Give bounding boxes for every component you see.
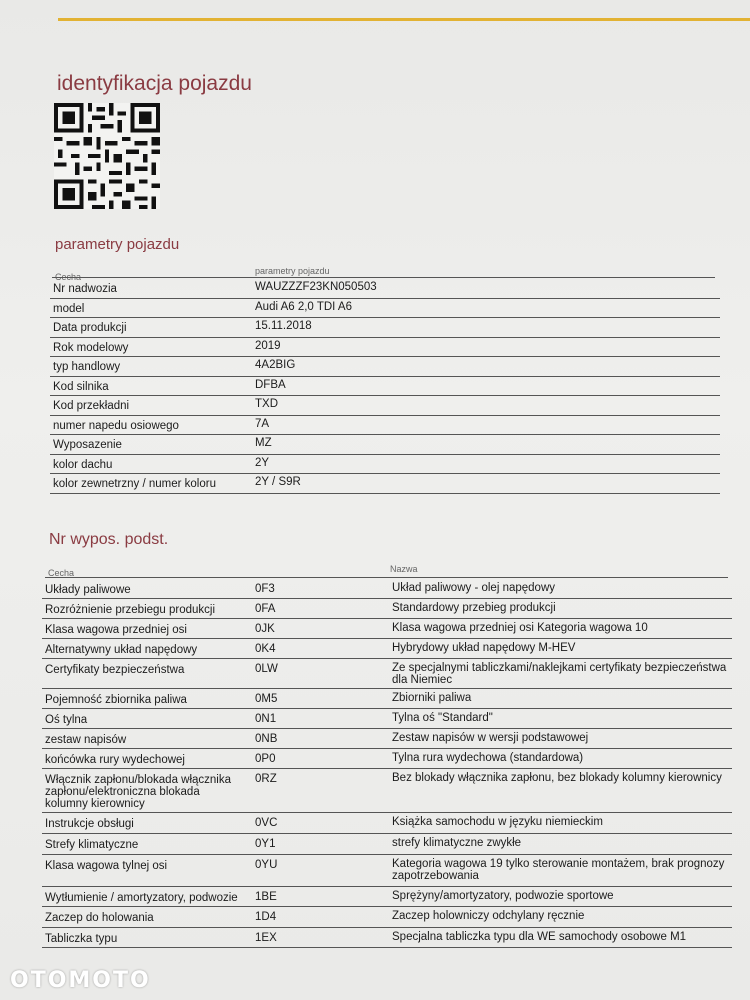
equip-row-label: Układy paliwowe: [45, 584, 131, 596]
equip-row-code: 1D4: [255, 911, 277, 923]
params-row-value: TXD: [255, 398, 278, 410]
equip-row-code: 0P0: [255, 753, 276, 765]
equip-row-code: 0N1: [255, 713, 277, 725]
equip-row-label: Tabliczka typu: [45, 933, 118, 945]
equip-header-line: [45, 577, 728, 578]
equip-row: [42, 580, 732, 599]
params-col-value: parametry pojazdu: [255, 266, 330, 276]
equip-row: [42, 750, 732, 769]
equip-row-code: 0VC: [255, 817, 278, 829]
section-title-equip: Nr wypos. podst.: [49, 531, 169, 548]
params-row: [50, 319, 720, 338]
equip-row-name: Tylna rura wydechowa (standardowa): [392, 752, 584, 764]
equip-row: [42, 660, 732, 689]
params-header-line: [52, 277, 715, 278]
equip-row-name: Hybrydowy układ napędowy M-HEV: [392, 642, 576, 654]
params-row: [50, 339, 720, 358]
page-title: identyfikacja pojazdu: [57, 72, 252, 95]
equip-row: [42, 929, 732, 948]
equip-row-code: 0Y1: [255, 838, 276, 850]
equip-row-label: Zaczep do holowania: [45, 912, 154, 924]
equip-row: [42, 710, 732, 729]
equip-row: [42, 690, 732, 709]
equip-row-code: 0JK: [255, 623, 275, 635]
params-row-label: Wyposazenie: [53, 439, 122, 451]
params-row: [50, 475, 720, 494]
equip-row: [42, 770, 732, 813]
equip-row-label: Wytłumienie / amortyzatory, podwozie: [45, 892, 238, 904]
equip-row: [42, 640, 732, 659]
equip-row: [42, 814, 732, 834]
equip-row-label: Oś tylna: [45, 714, 88, 726]
equip-row-name: Specjalna tabliczka typu dla WE samochody osobowe M1: [392, 931, 687, 943]
params-row-value: WAUZZZF23KN050503: [255, 281, 377, 293]
params-row: [50, 397, 720, 416]
equip-row-name: Klasa wagowa przedniej osi Kategoria wagowa 10: [392, 622, 648, 634]
equip-row: [42, 730, 732, 749]
equip-row-name: Książka samochodu w języku niemieckim: [392, 816, 603, 828]
equip-row: [42, 620, 732, 639]
equip-row: [42, 856, 732, 887]
params-row-label: kolor dachu: [53, 458, 113, 471]
qr-code: [54, 103, 160, 209]
params-row-label: Kod przekładni: [53, 400, 130, 412]
equip-row-name: Tylna oś "Standard": [392, 712, 493, 724]
equip-row-label: Klasa wagowa tylnej osi: [45, 860, 168, 872]
equip-row-code: 0LW: [255, 663, 278, 675]
equip-row-label: Klasa wagowa przedniej osi: [45, 624, 187, 636]
equip-row: [42, 835, 732, 855]
params-row: [50, 300, 720, 319]
equip-row-name: Układ paliwowy - olej napędowy: [392, 582, 555, 594]
params-row-label: Kod silnika: [53, 380, 109, 393]
equip-row-code: 0NB: [255, 733, 278, 745]
params-row: [50, 456, 720, 475]
params-row-value: MZ: [255, 437, 272, 449]
params-row: [50, 436, 720, 455]
equip-row-name: Standardowy przebieg produkcji: [392, 602, 556, 614]
params-row-value: 7A: [255, 417, 270, 430]
equip-row-code: 0F3: [255, 583, 275, 595]
equip-row-name: Zaczep holowniczy odchylany ręcznie: [392, 910, 585, 922]
equip-col-label: Cecha: [48, 568, 75, 578]
params-row-label: Data produkcji: [53, 322, 127, 334]
section-title-params: parametry pojazdu: [55, 236, 180, 253]
equip-row-name: Sprężyny/amortyzatory, podwozie sportowe: [392, 890, 614, 902]
equip-row-code: 0M5: [255, 693, 278, 705]
params-row-value: Audi A6 2,0 TDI A6: [255, 300, 352, 313]
equip-row-name: Bez blokady włącznika zapłonu, bez blokady kolumny kierownicy: [392, 772, 722, 784]
params-row-value: 15.11.2018: [255, 320, 312, 332]
params-row: [50, 417, 720, 436]
equip-row-label: Włącznik zapłonu/blokada włącznika zapłonu/elektroniczna blokada kolumny kierownicy: [45, 774, 232, 810]
params-row: [50, 280, 720, 299]
params-row-label: numer napedu osiowego: [53, 419, 179, 432]
equip-row-label: Rozróżnienie przebiegu produkcji: [45, 604, 216, 616]
equip-row-code: 1EX: [255, 932, 277, 944]
params-row-label: Rok modelowy: [53, 341, 129, 354]
equip-row-name: Kategoria wagowa 19 tylko sterowanie montażem, brak prognozy zapotrzebowania: [392, 858, 725, 882]
equip-row-label: Instrukcje obsługi: [45, 818, 134, 830]
equip-col-name: Nazwa: [390, 564, 418, 574]
params-row: [50, 358, 720, 377]
equip-row-label: Strefy klimatyczne: [45, 839, 139, 851]
equip-row-name: Zestaw napisów w wersji podstawowej: [392, 732, 589, 744]
equip-row-label: Certyfikaty bezpieczeństwa: [45, 664, 185, 676]
params-row-label: model: [53, 302, 85, 315]
params-row-value: 2019: [255, 339, 281, 352]
params-row-label: Nr nadwozia: [53, 283, 117, 295]
params-row-value: 2Y / S9R: [255, 476, 301, 488]
params-col-label: Cecha: [55, 272, 82, 282]
params-row-value: DFBA: [255, 378, 286, 391]
params-row-value: 4A2BIG: [255, 359, 296, 371]
equip-row-code: 0YU: [255, 859, 278, 871]
equip-row: [42, 888, 732, 907]
equip-row-code: 0K4: [255, 643, 276, 655]
params-row-value: 2Y: [255, 456, 270, 469]
top-accent-line: [58, 18, 750, 21]
equip-row-label: końcówka rury wydechowej: [45, 754, 185, 766]
params-row: [50, 378, 720, 397]
equip-row-label: Alternatywny układ napędowy: [45, 644, 198, 656]
equip-row-label: zestaw napisów: [45, 734, 127, 746]
equip-row-label: Pojemność zbiornika paliwa: [45, 694, 187, 706]
equip-row-code: 1BE: [255, 891, 277, 903]
params-row-label: kolor zewnetrzny / numer koloru: [53, 478, 216, 490]
equip-row-name: Zbiorniki paliwa: [392, 692, 472, 704]
equip-row-code: 0RZ: [255, 773, 277, 785]
params-row-label: typ handlowy: [53, 361, 121, 373]
equip-row-name: Ze specjalnymi tabliczkami/naklejkami certyfikaty bezpieczeństwa dla Niemiec: [392, 662, 727, 686]
equip-row-name: strefy klimatyczne zwykłe: [392, 837, 522, 849]
equip-row: [42, 600, 732, 619]
otomoto-watermark: OTOMOTO: [10, 968, 151, 993]
equip-row: [42, 908, 732, 928]
equip-row-code: 0FA: [255, 603, 276, 615]
